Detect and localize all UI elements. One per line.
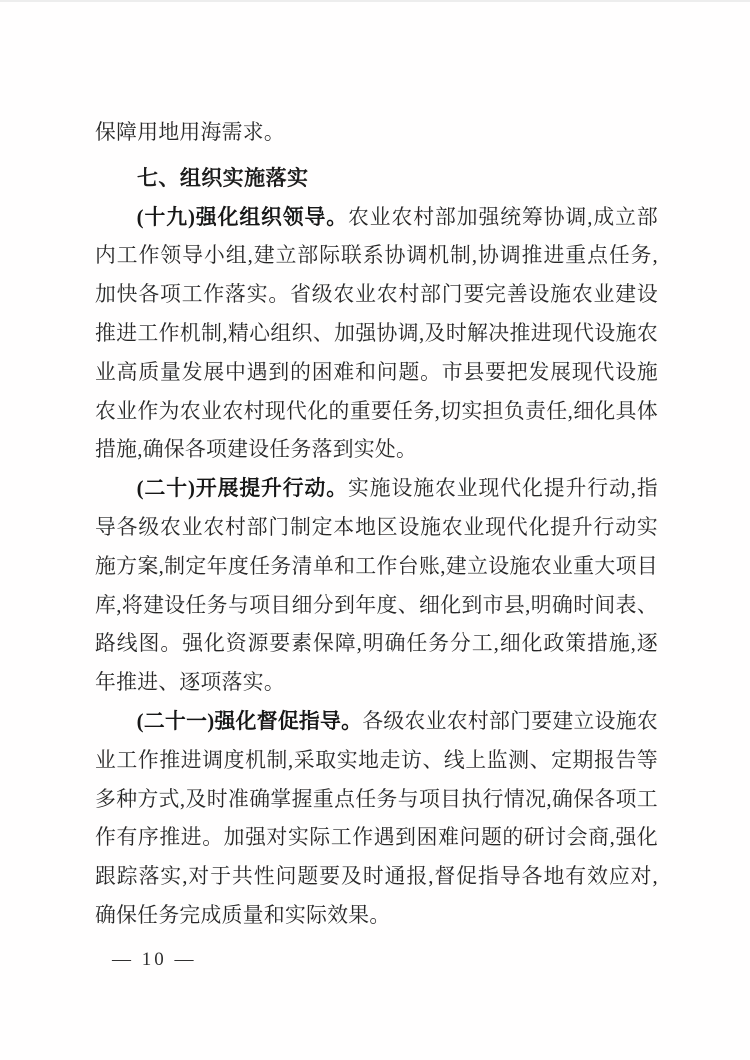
paragraph-20-body: 实施设施农业现代化提升行动,指导各级农业农村部门制定本地区设施农业现代化提升行动实施方案,制定年度任务清单和工作台账,建立设施农业重大项目库,将建设任务与项目细分到年度、细化到市县,明确时间表、路线图。强化资源要素保障,明确任务分工,细化政策措施,逐年推进、逐项落实。 [95,477,658,695]
paragraph-21 [95,703,658,936]
paragraph-20 [95,470,658,703]
paragraph-19-body: 农业农村部加强统筹协调,成立部内工作领导小组,建立部际联系协调机制,协调推进重点任务,加快各项工作落实。省级农业农村部门要完善设施农业建设推进工作机制,精心组织、加强协调,及时解决推进现代设施农业高质量发展中遇到的困难和问题。市县要把发展现代设施农业作为农业农村现代化的重要任务,切实担负责任,细化具体措施,确保各项建设任务落到实处。 [95,205,658,462]
page-footer [112,946,197,974]
paragraph-20-lead: (二十)开展提升行动。 [136,477,349,501]
scan-edge-line [0,0,750,2]
section-heading: 七、组织实施落实 [137,166,309,190]
paragraph-19 [95,199,658,471]
continuation-paragraph: 保障用地用海需求。 [95,121,285,144]
page-number: — 10 — [112,949,197,970]
paragraph-21-lead: (二十一)强化督促指导。 [136,709,363,733]
paragraph-19-lead: (十九)强化组织领导。 [136,205,349,229]
document-content [95,114,658,936]
paragraph-21-body: 各级农业农村部门要建立设施农业工作推进调度机制,采取实地走访、线上监测、定期报告等多种方式,及时准确掌握重点任务与项目执行情况,确保各项工作有序推进。加强对实际工作遇到困难问题的研讨会商,强化跟踪落实,对于共性问题要及时通报,督促指导各地有效应对,确保任务完成质量和实际效果。 [95,709,658,927]
